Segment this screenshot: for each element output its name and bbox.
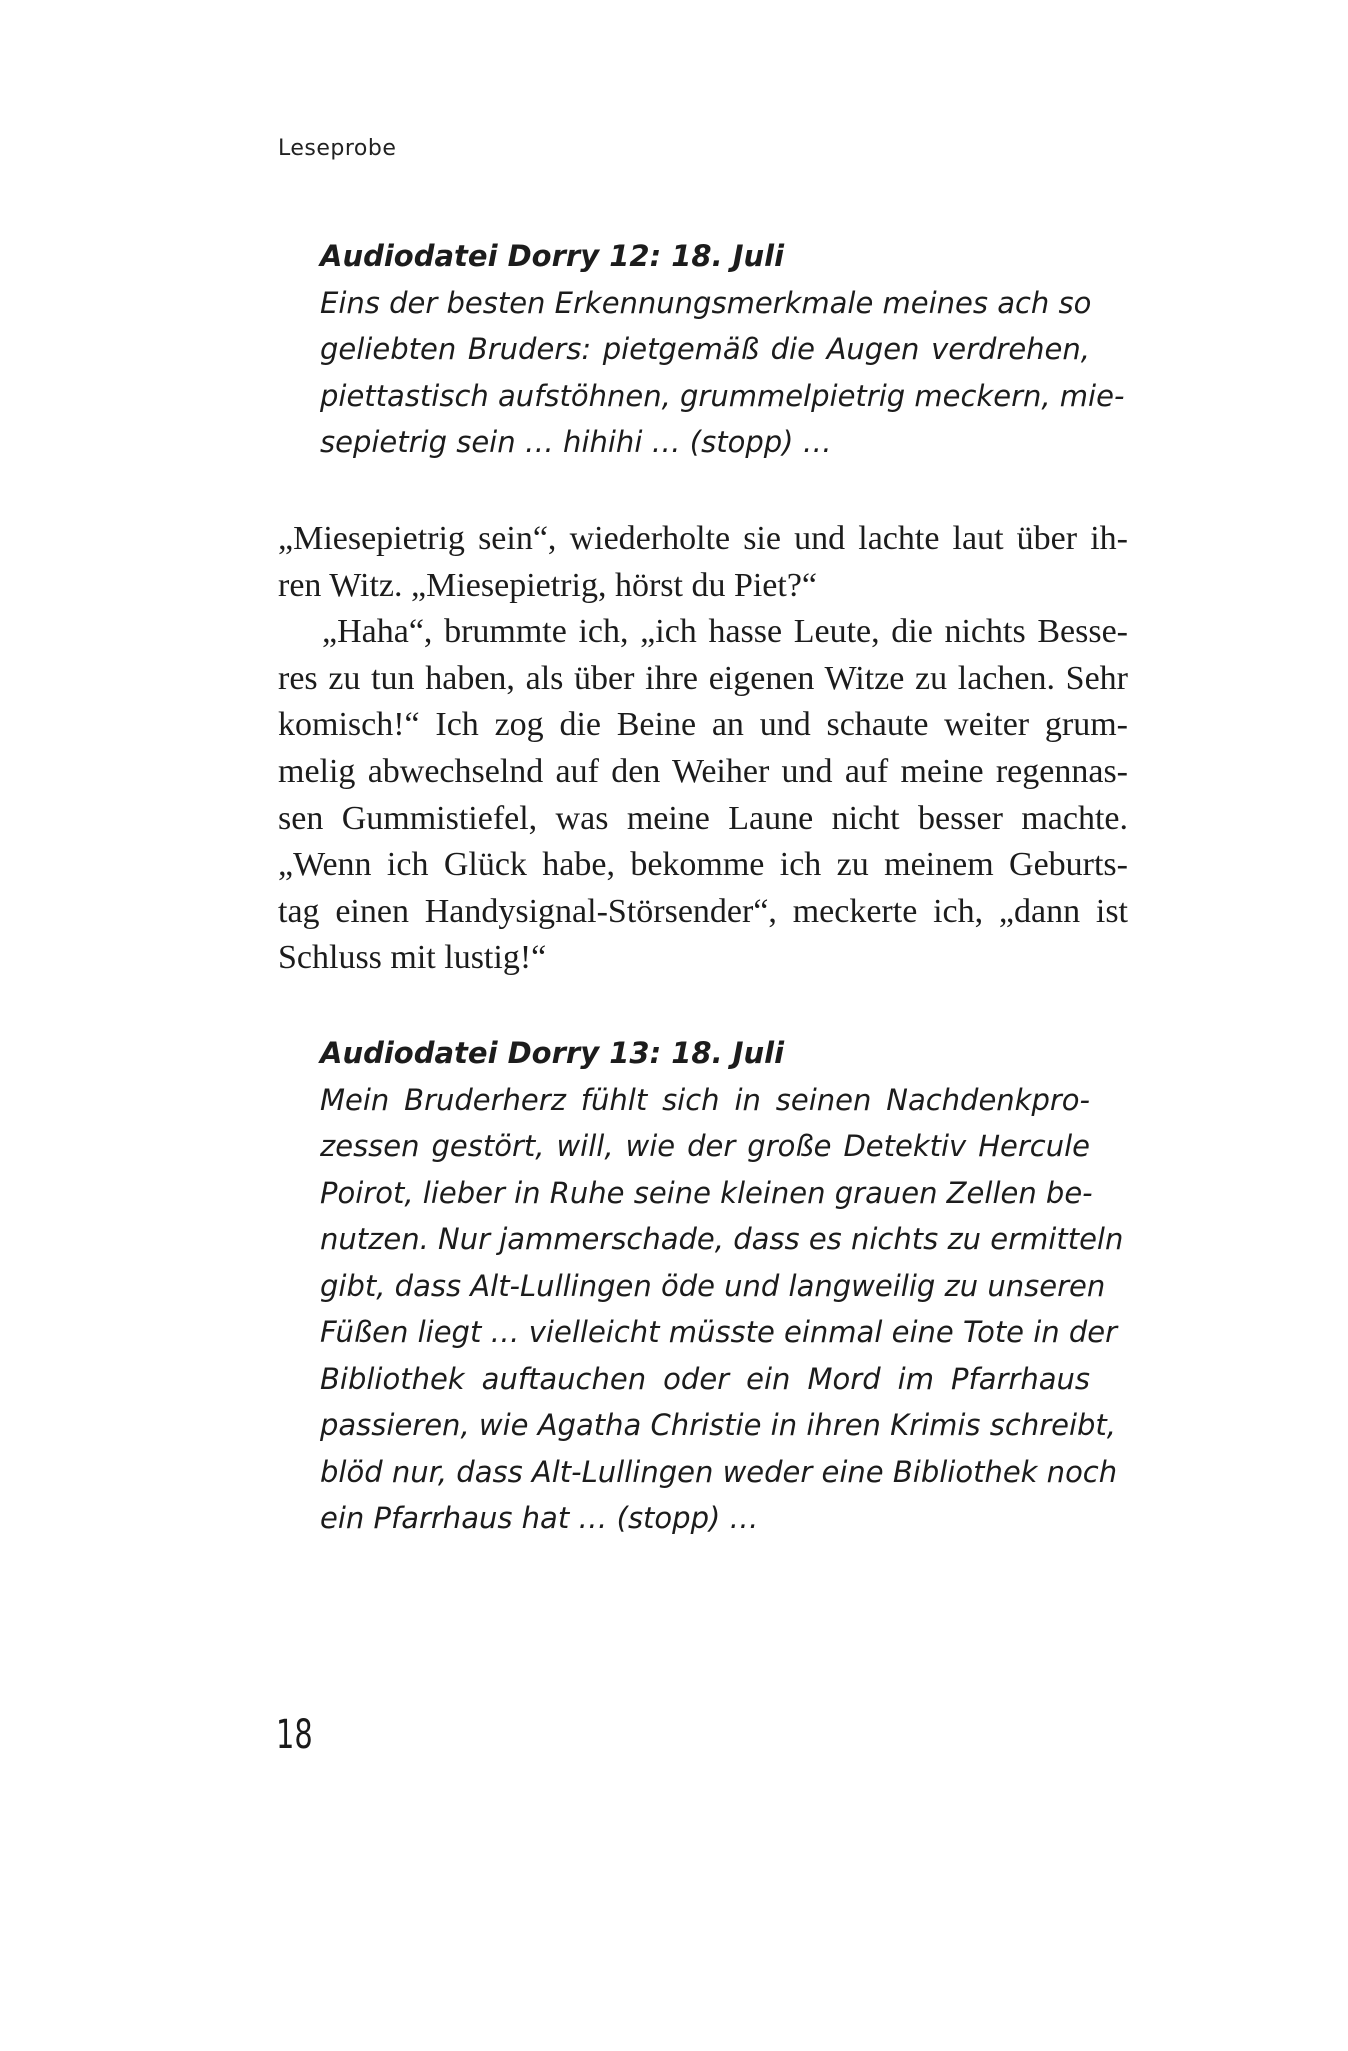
audio-entry-line: sepietrig sein … hihihi … (stopp) … [320, 425, 832, 459]
audio-entry-line: zessen gestört, will, wie der große Detektiv Hercule [320, 1129, 1090, 1163]
audio-entry-line: ein Pfarrhaus hat … (stopp) … [320, 1501, 759, 1535]
prose-line: Schluss mit lustig!“ [278, 939, 547, 977]
audio-entry-line: piettastisch aufstöhnen, grummelpietrig meckern, mie- [320, 378, 1125, 413]
prose-paragraphs [278, 516, 1128, 982]
prose-line: tag einen Handysignal-Störsender“, meckerte ich, „dann ist [278, 892, 1128, 930]
audio-entry-line: geliebten Bruders: pietgemäß die Augen verdrehen, [320, 332, 1090, 366]
audio-entry-title: Audiodatei Dorry 13: 18. Juli [320, 1036, 785, 1070]
prose-line: sen Gummistiefel, was meine Laune nicht besser machte. [278, 799, 1128, 837]
audio-entry-line: gibt, dass Alt-Lullingen öde und langweilig zu unseren [320, 1268, 1106, 1303]
audio-entry-line: Bibliothek auftauchen oder ein Mord im Pfarrhaus [320, 1361, 1090, 1396]
audio-entry-title: Audiodatei Dorry 12: 18. Juli [320, 239, 785, 273]
prose-line: melig abwechselnd auf den Weiher und auf meine regennas- [278, 752, 1128, 790]
prose-line: „Wenn ich Glück habe, bekomme ich zu meinem Geburts- [278, 846, 1128, 884]
prose-line: „Haha“, brummte ich, „ich hasse Leute, die nichts Besse- [322, 613, 1128, 651]
audio-entry-line: Poirot, lieber in Ruhe seine kleinen grauen Zellen be- [320, 1175, 1093, 1210]
prose-line: res zu tun haben, als über ihre eigenen Witze zu lachen. Sehr [278, 659, 1128, 697]
prose-line: komisch!“ Ich zog die Beine an und schaute weiter grum- [278, 706, 1128, 744]
page-header: Leseprobe [278, 136, 397, 161]
audio-entry-line: Mein Bruderherz fühlt sich in seinen Nachdenkpro- [320, 1082, 1090, 1117]
audio-entry-line: nutzen. Nur jammerschade, dass es nichts zu ermitteln [320, 1222, 1124, 1256]
audio-entry-line: blöd nur, dass Alt-Lullingen weder eine Bibliothek noch [320, 1454, 1118, 1489]
audio-entry [320, 1030, 1124, 1542]
audio-entry-line: Eins der besten Erkennungsmerkmale meines ach so [320, 285, 1092, 320]
page-number: 18 [276, 1712, 313, 1758]
audio-entry [320, 233, 1125, 466]
audio-entry-line: passieren, wie Agatha Christie in ihren Krimis schreibt, [320, 1408, 1117, 1442]
prose-line: ren Witz. „Miesepietrig, hörst du Piet?“ [278, 566, 818, 604]
audio-entry-line: Füßen liegt … vielleicht müsste einmal eine Tote in der [320, 1315, 1118, 1349]
prose-line: „Miesepietrig sein“, wiederholte sie und lachte laut über ih- [278, 520, 1128, 557]
